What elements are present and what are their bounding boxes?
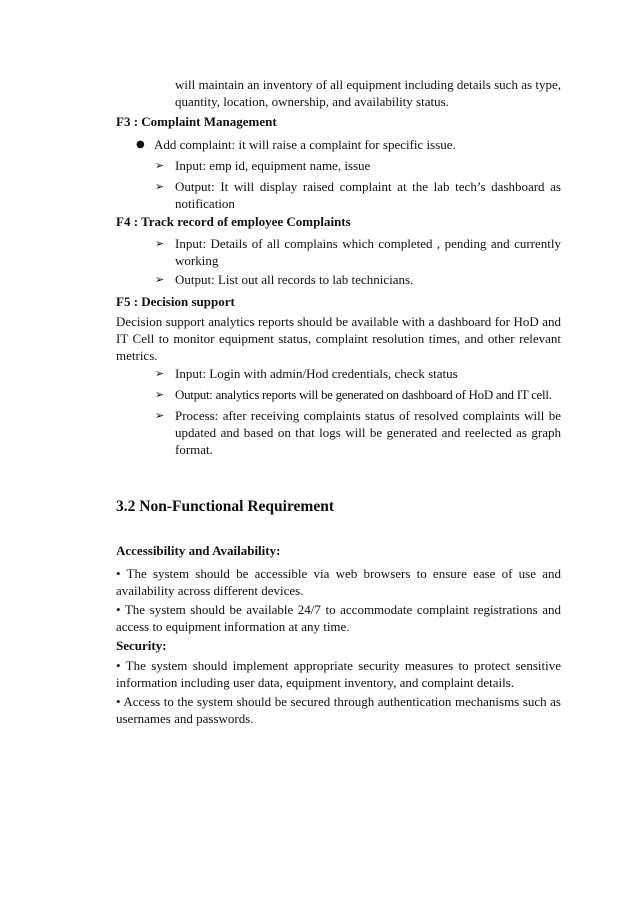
- arrow-bullet-icon: ➢: [155, 159, 165, 172]
- f5-heading: F5 : Decision support: [116, 294, 235, 309]
- intro-paragraph: will maintain an inventory of all equipment including details such as type, quantity, location, ownership, and availability status.: [175, 77, 561, 109]
- f5-item: Input: Login with admin/Hod credentials, check status: [175, 366, 458, 381]
- arrow-bullet-icon: ➢: [155, 180, 165, 193]
- security-point: • The system should implement appropriate security measures to protect sensitive information including user data, equipment inventory, and complaint details.: [116, 658, 561, 690]
- f5-paragraph: Decision support analytics reports should be available with a dashboard for HoD and IT Cell to monitor equipment status, complaint resolution times, and other relevant metrics.: [116, 314, 561, 363]
- security-heading: Security:: [116, 638, 167, 653]
- accessibility-heading: Accessibility and Availability:: [116, 543, 281, 558]
- accessibility-point: • The system should be available 24/7 to accommodate complaint registrations and access to equipment information at any time.: [116, 602, 561, 634]
- arrow-bullet-icon: ➢: [155, 388, 165, 401]
- arrow-bullet-icon: ➢: [155, 237, 165, 250]
- f5-item: Output: analytics reports will be generated on dashboard of HoD and IT cell.: [175, 387, 552, 402]
- f3-bullet-text: Add complaint: it will raise a complaint for specific issue.: [154, 137, 456, 152]
- arrow-bullet-icon: ➢: [155, 367, 165, 380]
- arrow-bullet-icon: ➢: [155, 409, 165, 422]
- f3-item: Output: It will display raised complaint at the lab tech’s dashboard as notification: [175, 179, 561, 211]
- f3-item: Input: emp id, equipment name, issue: [175, 158, 371, 173]
- f4-item: Output: List out all records to lab technicians.: [175, 272, 414, 287]
- f4-heading: F4 : Track record of employee Complaints: [116, 214, 351, 229]
- security-point: • Access to the system should be secured through authentication mechanisms such as usernames and passwords.: [116, 694, 561, 726]
- arrow-bullet-icon: ➢: [155, 273, 165, 286]
- bullet-dot-icon: ●: [136, 139, 145, 150]
- section-heading: 3.2 Non-Functional Requirement: [116, 498, 335, 515]
- f5-item: Process: after receiving complaints status of resolved complaints will be updated and based on that logs will be generated and reelected as graph format.: [175, 408, 561, 457]
- f4-item: Input: Details of all complains which completed , pending and currently working: [175, 236, 561, 268]
- f3-heading: F3 : Complaint Management: [116, 114, 277, 129]
- accessibility-point: • The system should be accessible via web browsers to ensure ease of use and availability across different devices.: [116, 566, 561, 598]
